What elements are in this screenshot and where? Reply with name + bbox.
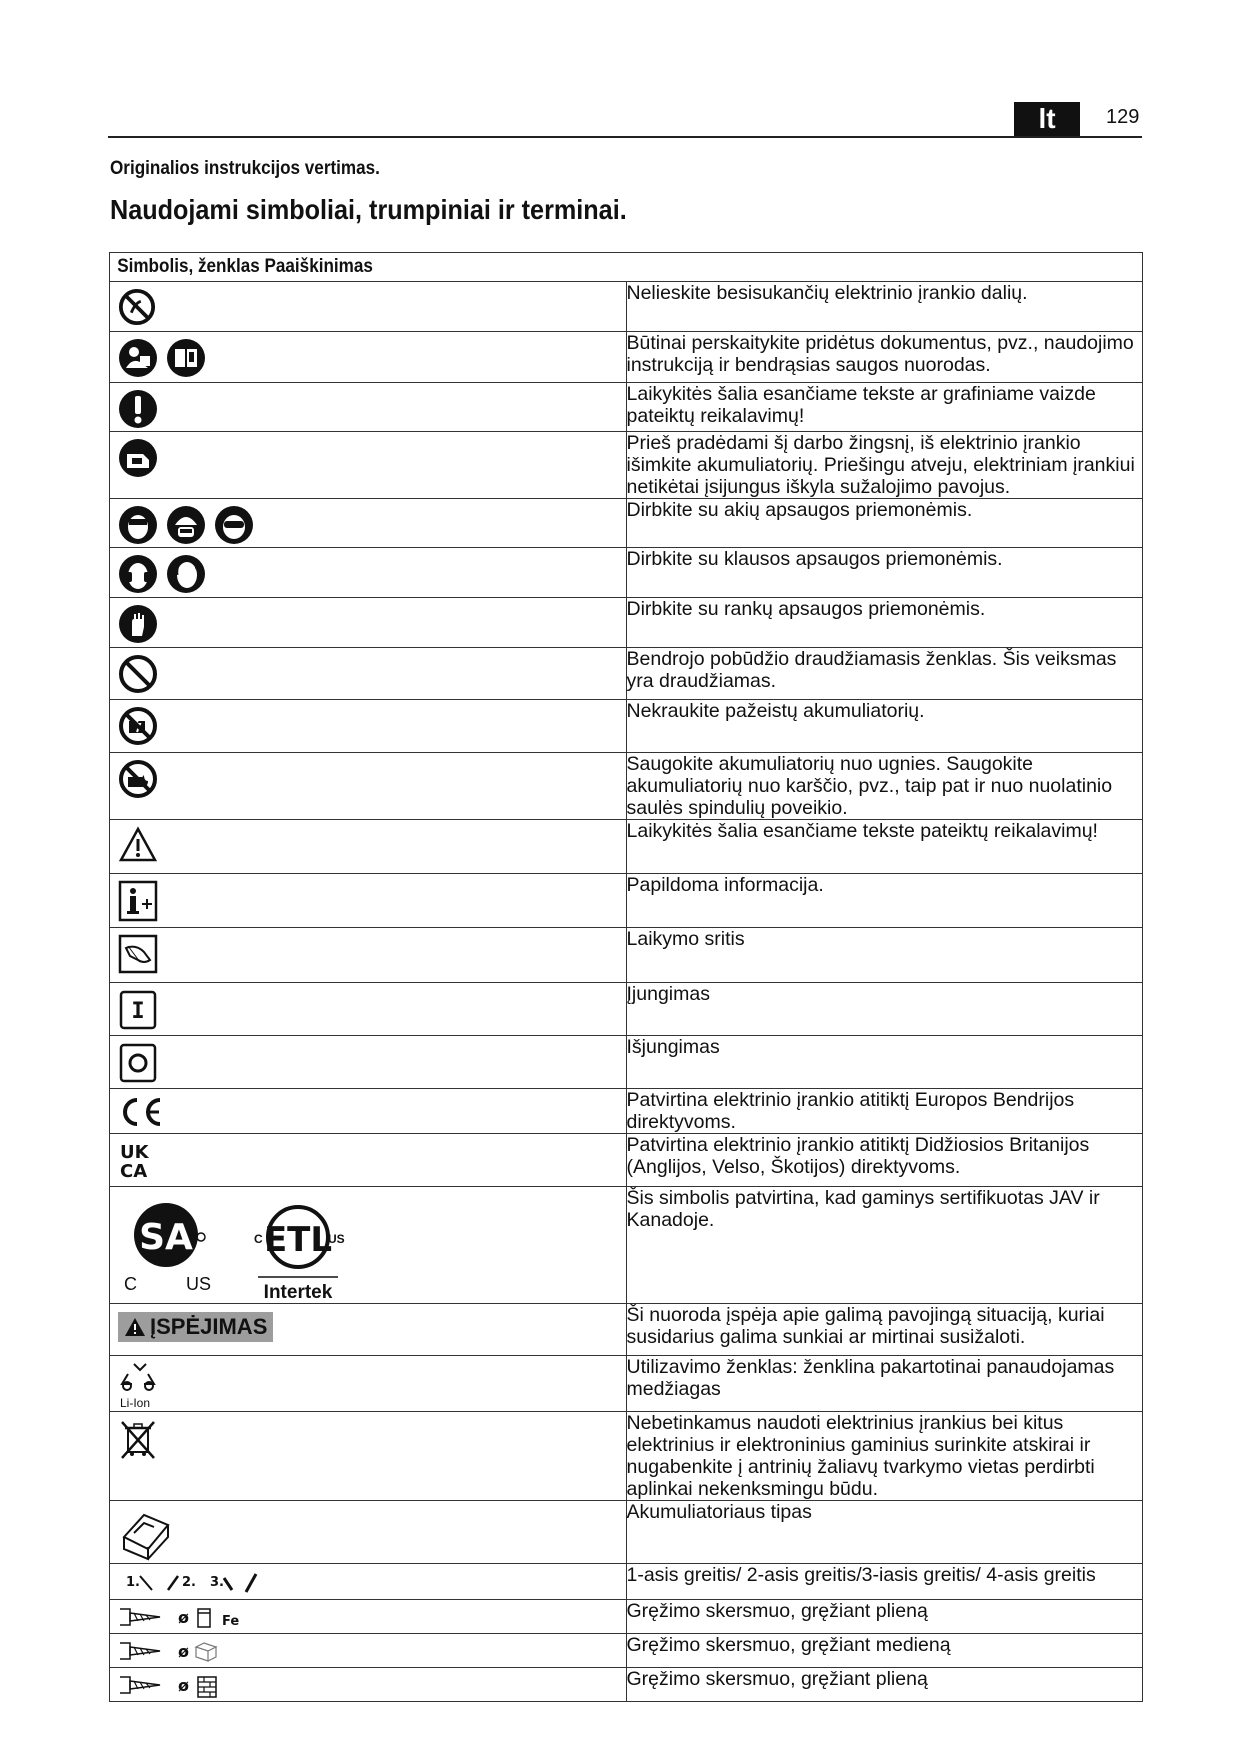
warning-badge-label: ĮSPĖJIMAS — [150, 1314, 268, 1339]
table-row — [110, 1634, 1143, 1668]
table-row — [110, 1564, 1143, 1600]
table-cell-text: 1-asis greitis/ 2-asis greitis/3-iasis greitis/ 4-asis greitis — [626, 1564, 1143, 1600]
table-row — [110, 332, 1143, 383]
no-fire-battery-icon — [118, 759, 158, 799]
weee-crossed-bin-icon — [118, 1418, 158, 1462]
table-row — [110, 1501, 1143, 1564]
table-row — [110, 499, 1143, 548]
table-cell-text: Saugokite akumuliatorių nuo ugnies. Saugokite akumuliatorių nuo karščio, pvz., taip pat ir nuo nuolatinio saulės spindulių poveikio. — [626, 753, 1143, 820]
etl-us-text: US — [328, 1232, 345, 1246]
table-cell-text: Dirbkite su akių apsaugos priemonėmis. — [626, 499, 1143, 548]
li-ion-text: Li-Ion — [120, 1396, 151, 1410]
remove-battery-icon — [118, 438, 158, 478]
warning-triangle-icon — [124, 1317, 146, 1337]
table-row — [110, 432, 1143, 499]
table-row — [110, 1089, 1143, 1134]
safety-goggles-icon — [214, 505, 254, 545]
table-row — [110, 383, 1143, 432]
gloves-icon — [118, 604, 158, 644]
table-cell-text: Gręžimo skersmuo, gręžiant plieną — [626, 1668, 1143, 1702]
ear-protection-icon — [118, 554, 158, 594]
table-row — [110, 1356, 1143, 1412]
etl-intertek-mark-icon — [248, 1195, 348, 1303]
table-row — [110, 1304, 1143, 1356]
table-row — [110, 928, 1143, 983]
table-cell-text: Įjungimas — [626, 983, 1143, 1036]
table-cell-text: Būtinai perskaitykite pridėtus dokumentus, pvz., naudojimo instrukciją ir bendrąsias saugos nuorodas. — [626, 332, 1143, 383]
warning-triangle-icon — [118, 826, 158, 864]
warning-badge — [118, 1312, 273, 1342]
manual-book-icon — [166, 338, 206, 378]
table-row — [110, 1412, 1143, 1501]
table-row — [110, 1668, 1143, 1702]
do-not-touch-rotating-icon — [118, 288, 156, 326]
diameter-symbol: ø — [178, 1642, 189, 1661]
table-cell-text: Akumuliatoriaus tipas — [626, 1501, 1143, 1564]
table-row — [110, 753, 1143, 820]
document-subtitle: Originalios instrukcijos vertimas. — [110, 158, 380, 179]
grip-area-icon — [118, 934, 158, 974]
svg-text:SA: SA — [139, 1217, 193, 1258]
table-cell-text: Nekraukite pažeistų akumuliatorių. — [626, 700, 1143, 753]
table-row — [110, 282, 1143, 332]
table-cell-text: Nelieskite besisukančių elektrinio įrankio dalių. — [626, 282, 1143, 332]
table-header-row — [110, 253, 1143, 282]
table-row — [110, 874, 1143, 928]
table-row — [110, 1036, 1143, 1089]
page-number: 129 — [1106, 106, 1140, 128]
ukca-bottom-text: CA — [120, 1161, 148, 1180]
table-row — [110, 598, 1143, 648]
table-row — [110, 648, 1143, 700]
csa-mark-icon — [118, 1195, 218, 1295]
page-title: Naudojami simboliai, trumpiniai ir terminai. — [110, 194, 627, 225]
steel-fe-label: Fe — [222, 1614, 240, 1629]
ear-muffs-icon — [166, 554, 206, 594]
table-row — [110, 983, 1143, 1036]
table-cell-text: Patvirtina elektrinio įrankio atitiktį Europos Bendrijos direktyvoms. — [626, 1089, 1143, 1134]
ukca-top-text: UK — [120, 1142, 149, 1163]
power-off-icon — [118, 1042, 158, 1084]
table-cell-text: Laikykitės šalia esančiame tekste pateiktų reikalavimų! — [626, 820, 1143, 874]
csa-c-text: C — [124, 1274, 137, 1294]
table-cell-text: Laikykitės šalia esančiame tekste ar grafiniame vaizde pateiktų reikalavimų! — [626, 383, 1143, 432]
speed-3-label: 3. — [210, 1575, 224, 1590]
recycle-li-ion-icon — [118, 1360, 162, 1410]
mandatory-exclamation-icon — [118, 389, 158, 429]
table-cell-text: Dirbkite su rankų apsaugos priemonėmis. — [626, 598, 1143, 648]
gear-speeds-icon — [118, 1568, 278, 1594]
table-header — [110, 253, 1143, 282]
language-badge: lt — [1014, 102, 1080, 136]
table-row — [110, 820, 1143, 874]
symbols-table — [109, 252, 1143, 1702]
drill-wood-icon — [118, 1637, 258, 1665]
ce-mark-icon — [118, 1095, 164, 1129]
table-cell-text: Išjungimas — [626, 1036, 1143, 1089]
prohibition-icon — [118, 654, 158, 694]
svg-text:ETL: ETL — [263, 1220, 333, 1260]
table-row — [110, 548, 1143, 598]
diameter-symbol: ø — [178, 1608, 189, 1627]
table-cell-text: Ši nuoroda įspėja apie galimą pavojingą situaciją, kuriai susidarius galima sunkiai ar mirtinai susižaloti. — [626, 1304, 1143, 1356]
info-plus-icon — [118, 880, 158, 922]
table-cell-text: Utilizavimo ženklas: ženklina pakartotinai panaudojamas medžiagas — [626, 1356, 1143, 1412]
drill-masonry-icon — [118, 1671, 258, 1699]
csa-us-text: US — [186, 1274, 212, 1294]
ukca-mark-icon — [118, 1140, 158, 1180]
battery-pack-icon — [118, 1507, 174, 1561]
table-cell-text: Patvirtina elektrinio įrankio atitiktį Didžiosios Britanijos (Anglijos, Velso, Škotijos) direktyvoms. — [626, 1134, 1143, 1187]
table-cell-text: Prieš pradėdami šį darbo žingsnį, iš elektrinio įrankio išimkite akumuliatorių. Priešingu atveju, elektriniam įrankiui netikėtai įsijungus iškyla sužalojimo pavojus. — [626, 432, 1143, 499]
read-instructions-icon — [118, 338, 158, 378]
table-row — [110, 1600, 1143, 1634]
table-cell-text: Dirbkite su klausos apsaugos priemonėmis. — [626, 548, 1143, 598]
etl-brand-text: Intertek — [263, 1282, 333, 1303]
power-on-symbol: I — [131, 999, 145, 1024]
table-cell-text: Bendrojo pobūdžio draudžiamasis ženklas. Šis veiksmas yra draudžiamas. — [626, 648, 1143, 700]
table-cell-text: Nebetinkamus naudoti elektrinius įrankius bei kitus elektrinius ir elektroninius gaminius surinkite atskirai ir nugabenkite į antrinių žaliavų tvarkymo vietas perdirbti aplinkai nekenksmingu būdu. — [626, 1412, 1143, 1501]
table-row — [110, 1134, 1143, 1187]
etl-c-text: C — [254, 1232, 263, 1246]
table-cell-text: Šis simbolis patvirtina, kad gaminys sertifikuotas JAV ir Kanadoje. — [626, 1187, 1143, 1304]
table-cell-text: Papildoma informacija. — [626, 874, 1143, 928]
table-cell-text: Laikymo sritis — [626, 928, 1143, 983]
table-row — [110, 1187, 1143, 1304]
safety-helmet-icon — [166, 505, 206, 545]
speed-2-label: 2. — [182, 1575, 196, 1590]
no-damaged-battery-charging-icon — [118, 706, 158, 746]
table-header-label: Simbolis, ženklas Paaiškinimas — [117, 256, 373, 277]
table-row — [110, 700, 1143, 753]
header-divider — [108, 136, 1142, 138]
table-cell-text: Gręžimo skersmuo, gręžiant plieną — [626, 1600, 1143, 1634]
diameter-symbol: ø — [178, 1676, 189, 1695]
table-cell-text: Gręžimo skersmuo, gręžiant medieną — [626, 1634, 1143, 1668]
power-on-icon — [118, 989, 158, 1031]
face-shield-icon — [118, 505, 158, 545]
drill-steel-icon — [118, 1603, 258, 1631]
speed-1-label: 1. — [126, 1575, 140, 1590]
